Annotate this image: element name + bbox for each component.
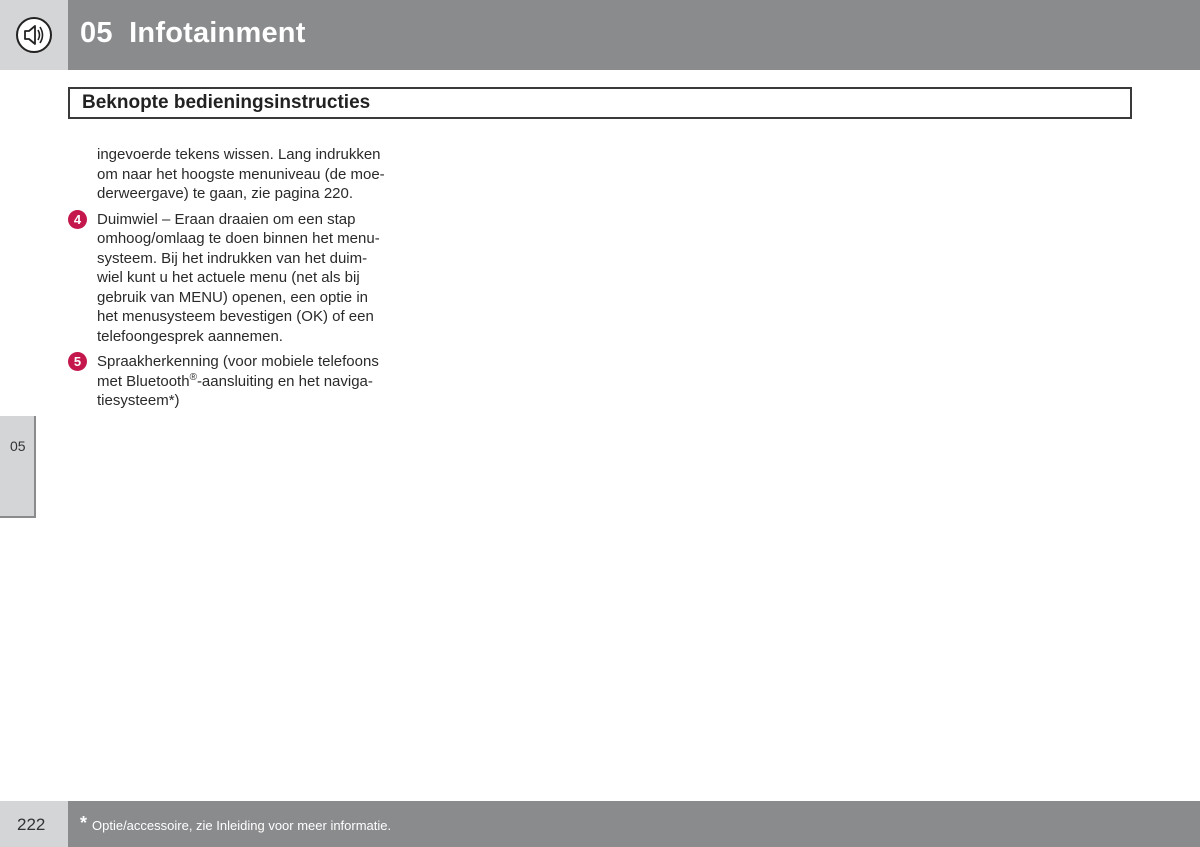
- text-line: gebruik van MENU) openen, een optie in: [97, 288, 368, 306]
- text-line: om naar het hoogste menuniveau (de moe-: [97, 165, 385, 183]
- list-item-4: [73, 210, 407, 347]
- text-line: Duimwiel – Eraan draaien om een stap: [97, 210, 356, 228]
- text-fragment: met Bluetooth: [97, 372, 190, 390]
- side-tab-label: 05: [10, 438, 26, 454]
- text-fragment: -aansluiting en het naviga-: [196, 372, 373, 390]
- number-badge-4: 4: [68, 210, 87, 229]
- chapter-side-tab: [0, 416, 36, 518]
- number-badge-5: 5: [68, 352, 87, 371]
- footer-page-cell: [0, 801, 68, 847]
- header-icon-cell: [0, 0, 68, 70]
- section-heading-box: [68, 87, 1132, 119]
- text-line: het menusysteem bevestigen (OK) of een: [97, 308, 374, 325]
- text-line: derweergave) te gaan, zie pagina 220.: [97, 185, 354, 202]
- body-text: [73, 145, 407, 417]
- section-title: Beknopte bedieningsinstructies: [82, 92, 371, 113]
- footnote-star: *: [80, 813, 88, 833]
- chapter-title: 05 Infotainment: [80, 17, 306, 49]
- text-line-with-superscript: [97, 372, 407, 392]
- text-line: Spraakherkenning (voor mobiele telefoons: [97, 353, 379, 370]
- list-item-5: [73, 352, 407, 411]
- footer-bar: [68, 801, 1200, 847]
- registered-mark: ®: [189, 371, 197, 383]
- page-number: 222: [17, 815, 46, 834]
- footnote-text: Optie/accessoire, zie Inleiding voor meer informatie.: [92, 818, 392, 833]
- text-line: wiel kunt u het actuele menu (net als bij: [97, 269, 360, 286]
- text-line: omhoog/omlaag te doen binnen het menu-: [97, 230, 380, 247]
- text-line: tiesysteem*): [97, 392, 180, 409]
- text-line: systeem. Bij het indrukken van het duim-: [97, 249, 368, 267]
- intro-paragraph: [97, 145, 407, 204]
- text-line: ingevoerde tekens wissen. Lang indrukken: [97, 146, 381, 163]
- speaker-icon: [15, 16, 53, 54]
- text-line: telefoongesprek aannemen.: [97, 327, 283, 345]
